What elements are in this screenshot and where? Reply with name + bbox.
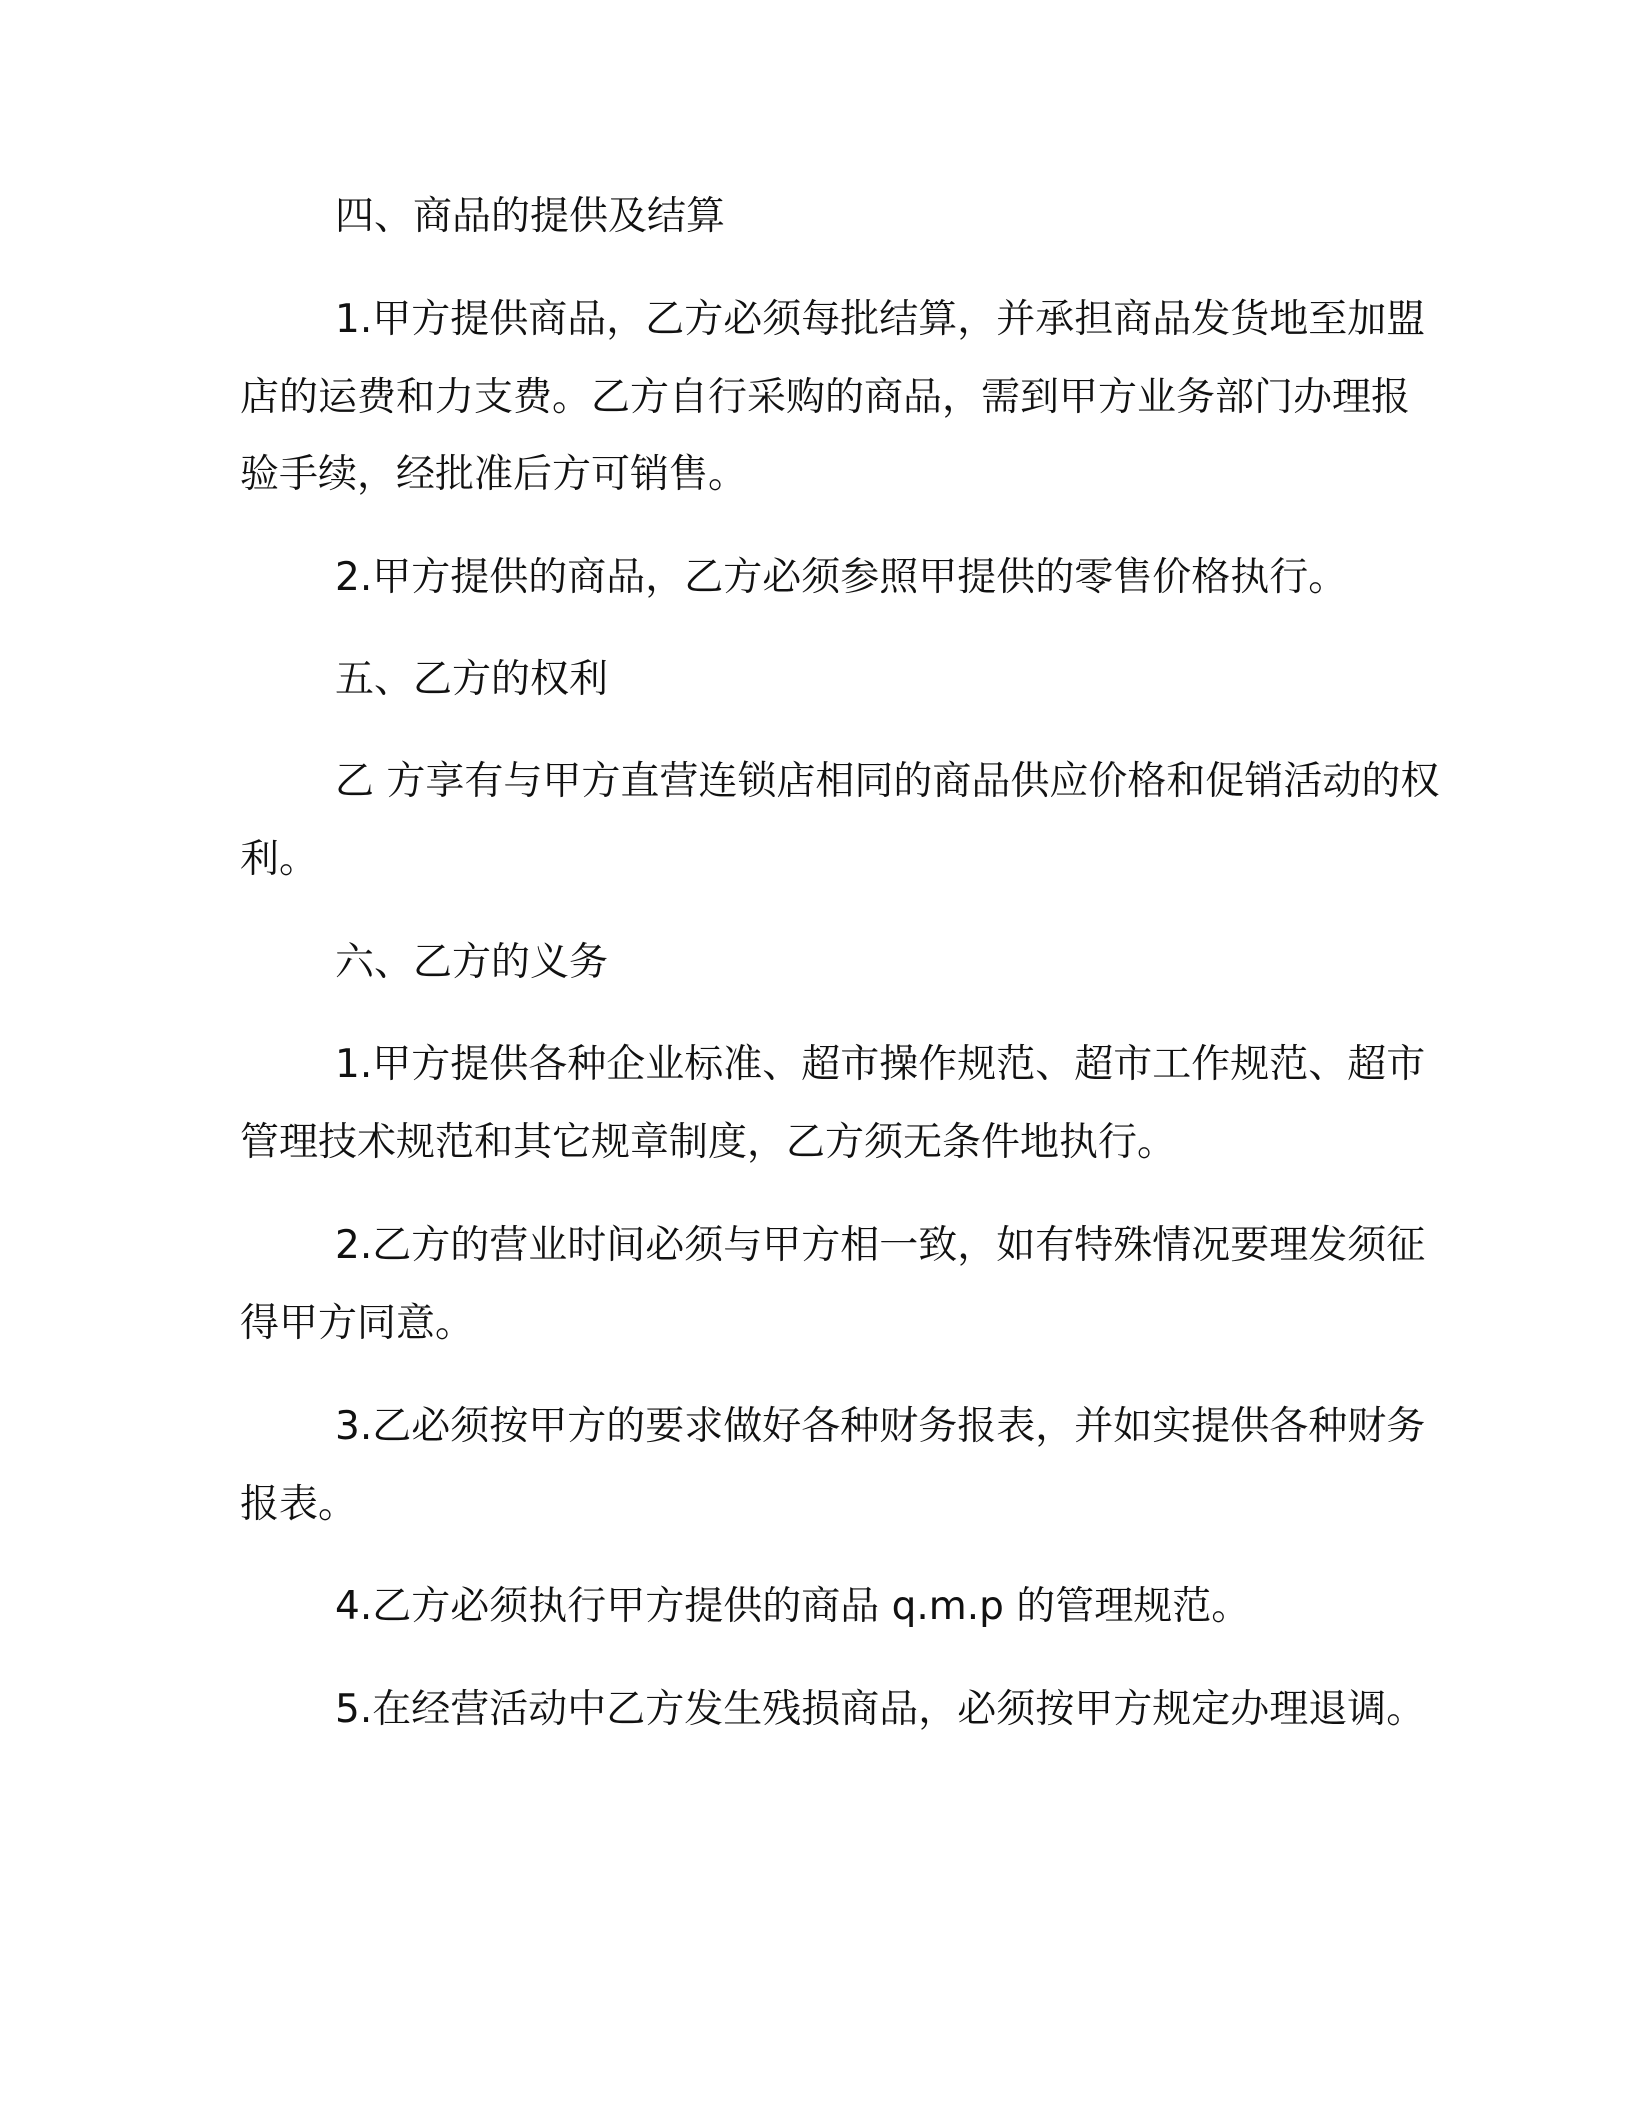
paragraph-line: 店的运费和力支费。乙方自行采购的商品，需到甲方业务部门办理报 bbox=[240, 375, 1411, 420]
paragraph-line: 1.甲方提供各种企业标准、超市操作规范、超市工作规范、超市 bbox=[335, 1042, 1426, 1087]
paragraph-line: 1.甲方提供商品，乙方必须每批结算，并承担商品发货地至加盟 bbox=[335, 297, 1426, 342]
paragraph-line: 管理技术规范和其它规章制度，乙方须无条件地执行。 bbox=[240, 1120, 1177, 1165]
paragraph-line: 验手续，经批准后方可销售。 bbox=[240, 452, 748, 497]
paragraph-line: 得甲方同意。 bbox=[240, 1301, 475, 1346]
section-heading-5: 五、乙方的权利 bbox=[335, 657, 609, 702]
paragraph-line: 4.乙方必须执行甲方提供的商品 q.m.p 的管理规范。 bbox=[335, 1584, 1251, 1629]
section-heading-6: 六、乙方的义务 bbox=[335, 940, 609, 985]
paragraph-line: 3.乙必须按甲方的要求做好各种财务报表，并如实提供各种财务 bbox=[335, 1404, 1426, 1449]
paragraph-line: 5.在经营活动中乙方发生残损商品，必须按甲方规定办理退调。 bbox=[335, 1687, 1426, 1732]
paragraph-line: 乙 方享有与甲方直营连锁店相同的商品供应价格和促销活动的权 bbox=[335, 759, 1440, 804]
section-heading-4: 四、商品的提供及结算 bbox=[335, 194, 726, 239]
paragraph-line: 2.乙方的营业时间必须与甲方相一致，如有特殊情况要理发须征 bbox=[335, 1223, 1426, 1268]
paragraph-line: 报表。 bbox=[240, 1482, 358, 1527]
paragraph-line: 利。 bbox=[240, 837, 319, 882]
paragraph-line: 2.甲方提供的商品，乙方必须参照甲提供的零售价格执行。 bbox=[335, 555, 1348, 600]
